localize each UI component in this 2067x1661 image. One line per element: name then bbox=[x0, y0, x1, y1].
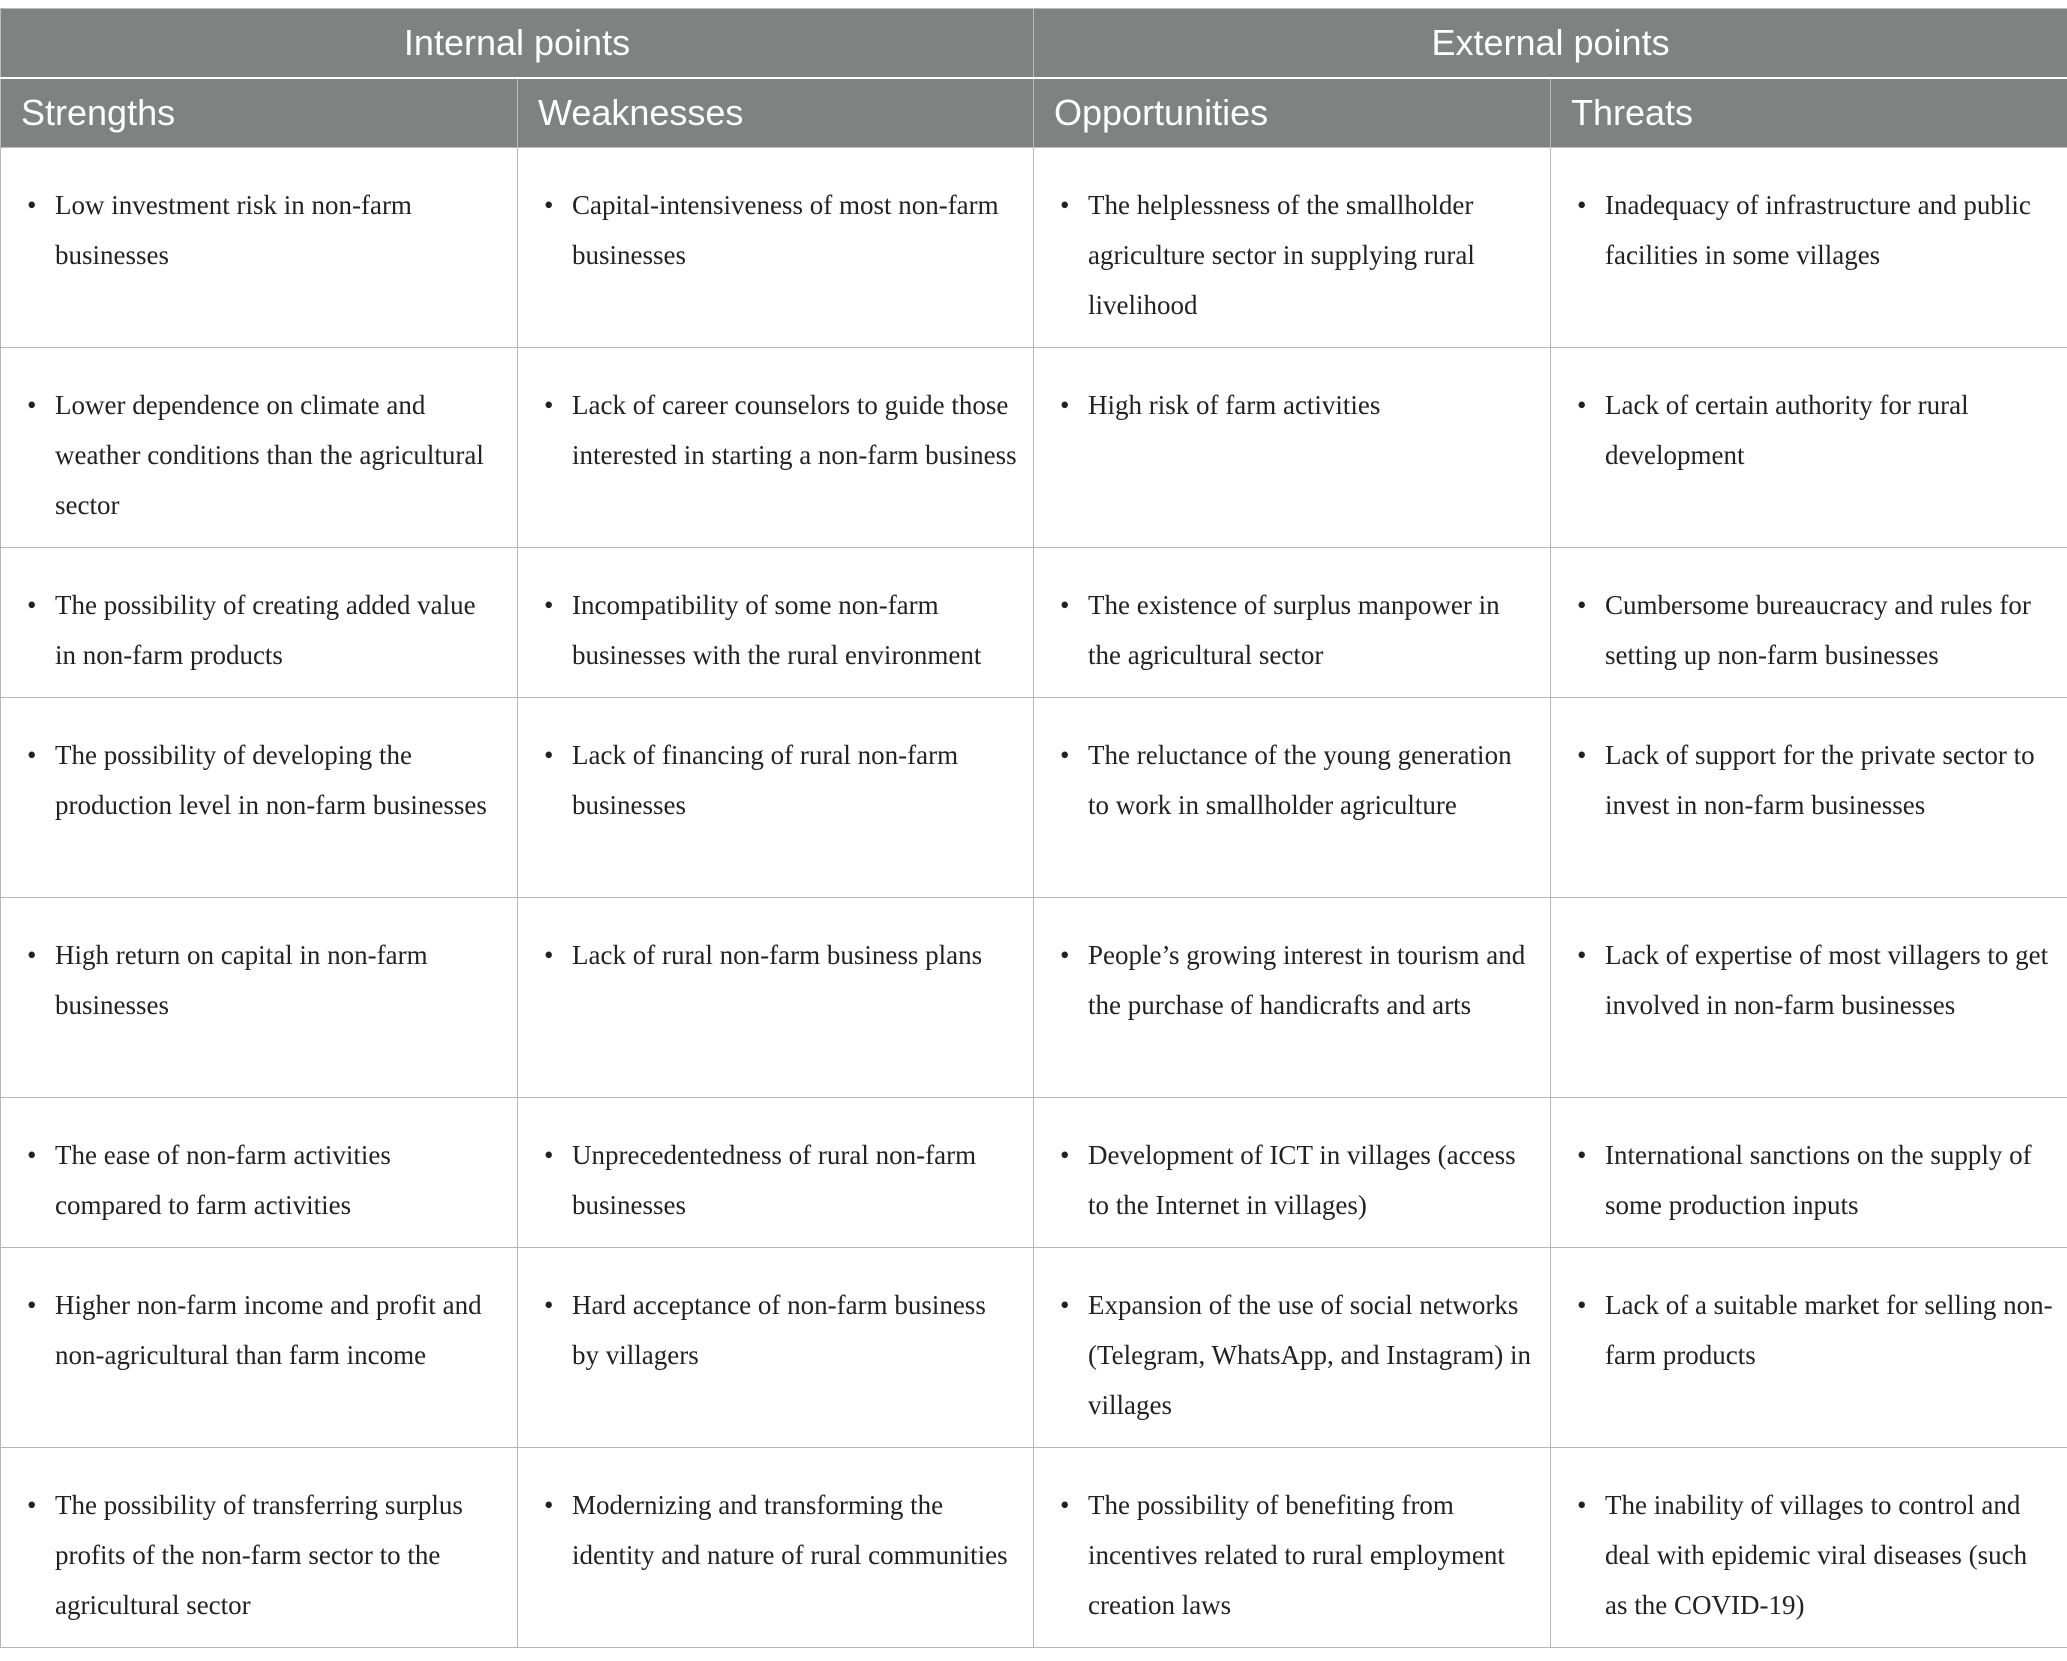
bullet-icon: • bbox=[27, 1140, 37, 1170]
bullet-icon: • bbox=[1060, 590, 1070, 620]
opportunity-text: The helplessness of the smallholder agriculture sector in supplying rural livelihood bbox=[1088, 190, 1475, 320]
weakness-text: Incompatibility of some non-farm businesses with the rural environment bbox=[572, 590, 982, 670]
strength-text: Low investment risk in non-farm businesses bbox=[55, 190, 412, 270]
internal-points-header: Internal points bbox=[1, 9, 1034, 79]
bullet-icon: • bbox=[1577, 740, 1587, 770]
column-header-row bbox=[1, 78, 2067, 148]
bullet-icon: • bbox=[27, 1290, 37, 1320]
opportunity-text: Development of ICT in villages (access to the Internet in villages) bbox=[1088, 1140, 1516, 1220]
bullet-icon: • bbox=[1577, 390, 1587, 420]
opportunity-cell bbox=[1034, 548, 1551, 698]
weakness-cell bbox=[518, 548, 1034, 698]
weakness-text: Lack of financing of rural non-farm businesses bbox=[572, 740, 959, 820]
bullet-icon: • bbox=[1060, 1490, 1070, 1520]
bullet-icon: • bbox=[1577, 590, 1587, 620]
strength-text: The possibility of transferring surplus profits of the non-farm sector to the agricultural sector bbox=[55, 1490, 463, 1620]
threat-text: International sanctions on the supply of some production inputs bbox=[1605, 1140, 2032, 1220]
threat-cell bbox=[1551, 1248, 2067, 1448]
weaknesses-header: Weaknesses bbox=[518, 78, 1034, 148]
strength-cell bbox=[1, 548, 518, 698]
bullet-icon: • bbox=[544, 190, 554, 220]
strength-cell bbox=[1, 148, 518, 348]
table-row bbox=[1, 1448, 2067, 1648]
bullet-icon: • bbox=[544, 940, 554, 970]
bullet-icon: • bbox=[1577, 190, 1587, 220]
bullet-icon: • bbox=[27, 940, 37, 970]
weakness-text: Lack of rural non-farm business plans bbox=[572, 940, 983, 970]
strength-text: The possibility of developing the production level in non-farm businesses bbox=[55, 740, 487, 820]
strength-cell bbox=[1, 348, 518, 548]
bullet-icon: • bbox=[27, 1490, 37, 1520]
opportunity-text: The possibility of benefiting from incentives related to rural employment creation laws bbox=[1088, 1490, 1505, 1620]
opportunities-header: Opportunities bbox=[1034, 78, 1551, 148]
opportunity-cell bbox=[1034, 148, 1551, 348]
opportunity-text: High risk of farm activities bbox=[1088, 390, 1381, 420]
weakness-text: Capital-intensiveness of most non-farm businesses bbox=[572, 190, 999, 270]
opportunity-text: Expansion of the use of social networks (Telegram, WhatsApp, and Instagram) in villages bbox=[1088, 1290, 1531, 1420]
weakness-text: Lack of career counselors to guide those interested in starting a non-farm business bbox=[572, 390, 1017, 470]
weakness-text: Unprecedentedness of rural non-farm businesses bbox=[572, 1140, 977, 1220]
table-row bbox=[1, 1248, 2067, 1448]
swot-table bbox=[0, 8, 2067, 1648]
bullet-icon: • bbox=[544, 740, 554, 770]
bullet-icon: • bbox=[1577, 1140, 1587, 1170]
bullet-icon: • bbox=[1577, 940, 1587, 970]
bullet-icon: • bbox=[1060, 390, 1070, 420]
opportunity-cell bbox=[1034, 348, 1551, 548]
threat-text: Lack of a suitable market for selling non-farm products bbox=[1605, 1290, 2053, 1370]
bullet-icon: • bbox=[27, 390, 37, 420]
strengths-header: Strengths bbox=[1, 78, 518, 148]
bullet-icon: • bbox=[27, 190, 37, 220]
weakness-text: Hard acceptance of non-farm business by villagers bbox=[572, 1290, 986, 1370]
strength-text: Lower dependence on climate and weather conditions than the agricultural sector bbox=[55, 390, 484, 520]
bullet-icon: • bbox=[1577, 1490, 1587, 1520]
threat-cell bbox=[1551, 898, 2067, 1098]
bullet-icon: • bbox=[1060, 940, 1070, 970]
opportunity-cell bbox=[1034, 1448, 1551, 1648]
bullet-icon: • bbox=[1577, 1290, 1587, 1320]
threat-text: The inability of villages to control and deal with epidemic viral diseases (such as the COVID-19) bbox=[1605, 1490, 2028, 1620]
bullet-icon: • bbox=[1060, 190, 1070, 220]
bullet-icon: • bbox=[1060, 1140, 1070, 1170]
threat-cell bbox=[1551, 1448, 2067, 1648]
weakness-cell bbox=[518, 1448, 1034, 1648]
weakness-cell bbox=[518, 348, 1034, 548]
threat-text: Inadequacy of infrastructure and public facilities in some villages bbox=[1605, 190, 2031, 270]
threat-cell bbox=[1551, 348, 2067, 548]
threat-text: Lack of support for the private sector to invest in non-farm businesses bbox=[1605, 740, 2035, 820]
weakness-cell bbox=[518, 148, 1034, 348]
opportunity-text: The reluctance of the young generation to work in smallholder agriculture bbox=[1088, 740, 1512, 820]
strength-cell bbox=[1, 698, 518, 898]
table-row bbox=[1, 348, 2067, 548]
opportunity-text: People’s growing interest in tourism and the purchase of handicrafts and arts bbox=[1088, 940, 1526, 1020]
threat-cell bbox=[1551, 698, 2067, 898]
threat-cell bbox=[1551, 548, 2067, 698]
opportunity-cell bbox=[1034, 698, 1551, 898]
weakness-text: Modernizing and transforming the identity and nature of rural communities bbox=[572, 1490, 1008, 1570]
bullet-icon: • bbox=[544, 1290, 554, 1320]
strength-text: Higher non-farm income and profit and non-agricultural than farm income bbox=[55, 1290, 482, 1370]
table-row bbox=[1, 148, 2067, 348]
table-row bbox=[1, 898, 2067, 1098]
weakness-cell bbox=[518, 698, 1034, 898]
threat-text: Lack of certain authority for rural development bbox=[1605, 390, 1969, 470]
table-header bbox=[1, 9, 2067, 148]
strength-text: The ease of non-farm activities compared to farm activities bbox=[55, 1140, 391, 1220]
weakness-cell bbox=[518, 1098, 1034, 1248]
table-body bbox=[1, 148, 2067, 1648]
bullet-icon: • bbox=[544, 1490, 554, 1520]
bullet-icon: • bbox=[1060, 1290, 1070, 1320]
table-row bbox=[1, 1098, 2067, 1248]
bullet-icon: • bbox=[544, 590, 554, 620]
strength-cell bbox=[1, 1448, 518, 1648]
group-header-row bbox=[1, 9, 2067, 79]
table-row bbox=[1, 548, 2067, 698]
threat-cell bbox=[1551, 1098, 2067, 1248]
opportunity-cell bbox=[1034, 1098, 1551, 1248]
strength-cell bbox=[1, 1248, 518, 1448]
strength-text: The possibility of creating added value in non-farm products bbox=[55, 590, 476, 670]
threat-cell bbox=[1551, 148, 2067, 348]
bullet-icon: • bbox=[544, 390, 554, 420]
bullet-icon: • bbox=[27, 740, 37, 770]
external-points-header: External points bbox=[1034, 9, 2067, 79]
opportunity-cell bbox=[1034, 898, 1551, 1098]
weakness-cell bbox=[518, 1248, 1034, 1448]
table-row bbox=[1, 698, 2067, 898]
bullet-icon: • bbox=[27, 590, 37, 620]
threat-text: Cumbersome bureaucracy and rules for setting up non-farm businesses bbox=[1605, 590, 2031, 670]
opportunity-text: The existence of surplus manpower in the agricultural sector bbox=[1088, 590, 1500, 670]
bullet-icon: • bbox=[1060, 740, 1070, 770]
threat-text: Lack of expertise of most villagers to get involved in non-farm businesses bbox=[1605, 940, 2049, 1020]
bullet-icon: • bbox=[544, 1140, 554, 1170]
strength-cell bbox=[1, 1098, 518, 1248]
weakness-cell bbox=[518, 898, 1034, 1098]
threats-header: Threats bbox=[1551, 78, 2067, 148]
opportunity-cell bbox=[1034, 1248, 1551, 1448]
strength-cell bbox=[1, 898, 518, 1098]
strength-text: High return on capital in non-farm businesses bbox=[55, 940, 428, 1020]
